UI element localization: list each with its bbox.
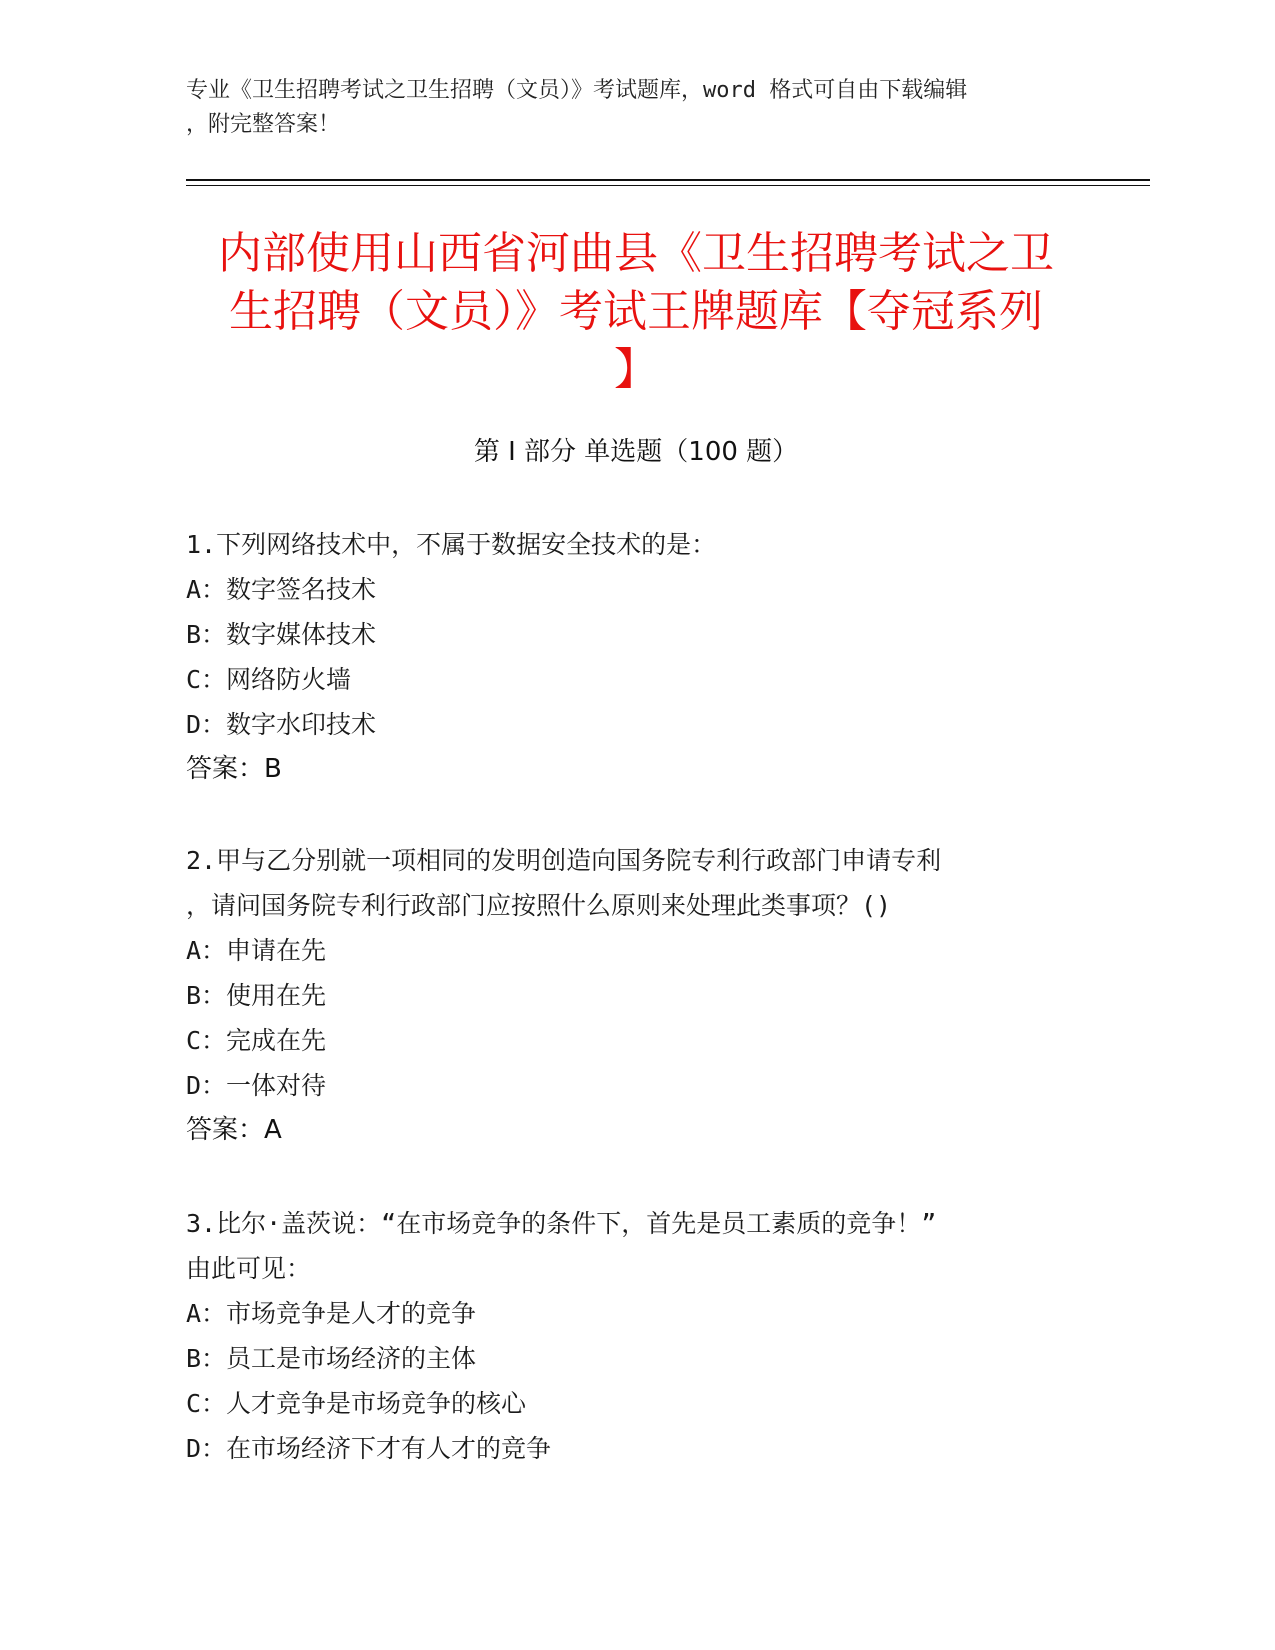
title-line-3: 】 [614, 344, 658, 395]
option-a: A：市场竞争是人才的竞争 [186, 1299, 477, 1328]
question-stem: 3.比尔·盖茨说：“在市场竞争的条件下，首先是员工素质的竞争！” [186, 1209, 937, 1238]
header-rule-thin [186, 185, 1150, 186]
option-b: B：员工是市场经济的主体 [186, 1344, 477, 1373]
answer-line: 答案：B [186, 754, 282, 784]
option-c: C：网络防火墙 [186, 665, 352, 694]
question-stem: 1.下列网络技术中，不属于数据安全技术的是： [186, 530, 717, 559]
document-title [186, 225, 1086, 399]
header-rule-thick [186, 179, 1150, 181]
section-heading: 第 I 部分 单选题（100 题） [473, 437, 799, 467]
option-b: B：数字媒体技术 [186, 620, 377, 649]
question-1 [186, 522, 1086, 792]
option-c: C：完成在先 [186, 1026, 327, 1055]
option-d: D：数字水印技术 [186, 710, 377, 739]
header-note-line-2: ，附完整答案！ [186, 112, 341, 137]
title-line-2: 生招聘（文员）》考试王牌题库【夺冠系列 [229, 286, 1043, 337]
question-2 [186, 838, 1086, 1153]
option-d: D：一体对待 [186, 1071, 327, 1100]
header-note [186, 74, 1086, 142]
answer-line: 答案：A [186, 1115, 282, 1145]
title-line-1: 内部使用山西省河曲县《卫生招聘考试之卫 [218, 228, 1054, 279]
option-d: D：在市场经济下才有人才的竞争 [186, 1434, 552, 1463]
question-stem-continued: 由此可见： [186, 1254, 312, 1283]
option-c: C：人才竞争是市场竞争的核心 [186, 1389, 527, 1418]
question-stem-continued: ，请问国务院专利行政部门应按照什么原则来处理此类事项？() [186, 891, 892, 920]
question-stem: 2.甲与乙分别就一项相同的发明创造向国务院专利行政部门申请专利 [186, 846, 942, 875]
option-a: A：数字签名技术 [186, 575, 377, 604]
option-a: A：申请在先 [186, 936, 327, 965]
question-3 [186, 1201, 1086, 1471]
option-b: B：使用在先 [186, 981, 327, 1010]
header-note-line-1: 专业《卫生招聘考试之卫生招聘（文员）》考试题库，word 格式可自由下载编辑 [186, 78, 968, 103]
